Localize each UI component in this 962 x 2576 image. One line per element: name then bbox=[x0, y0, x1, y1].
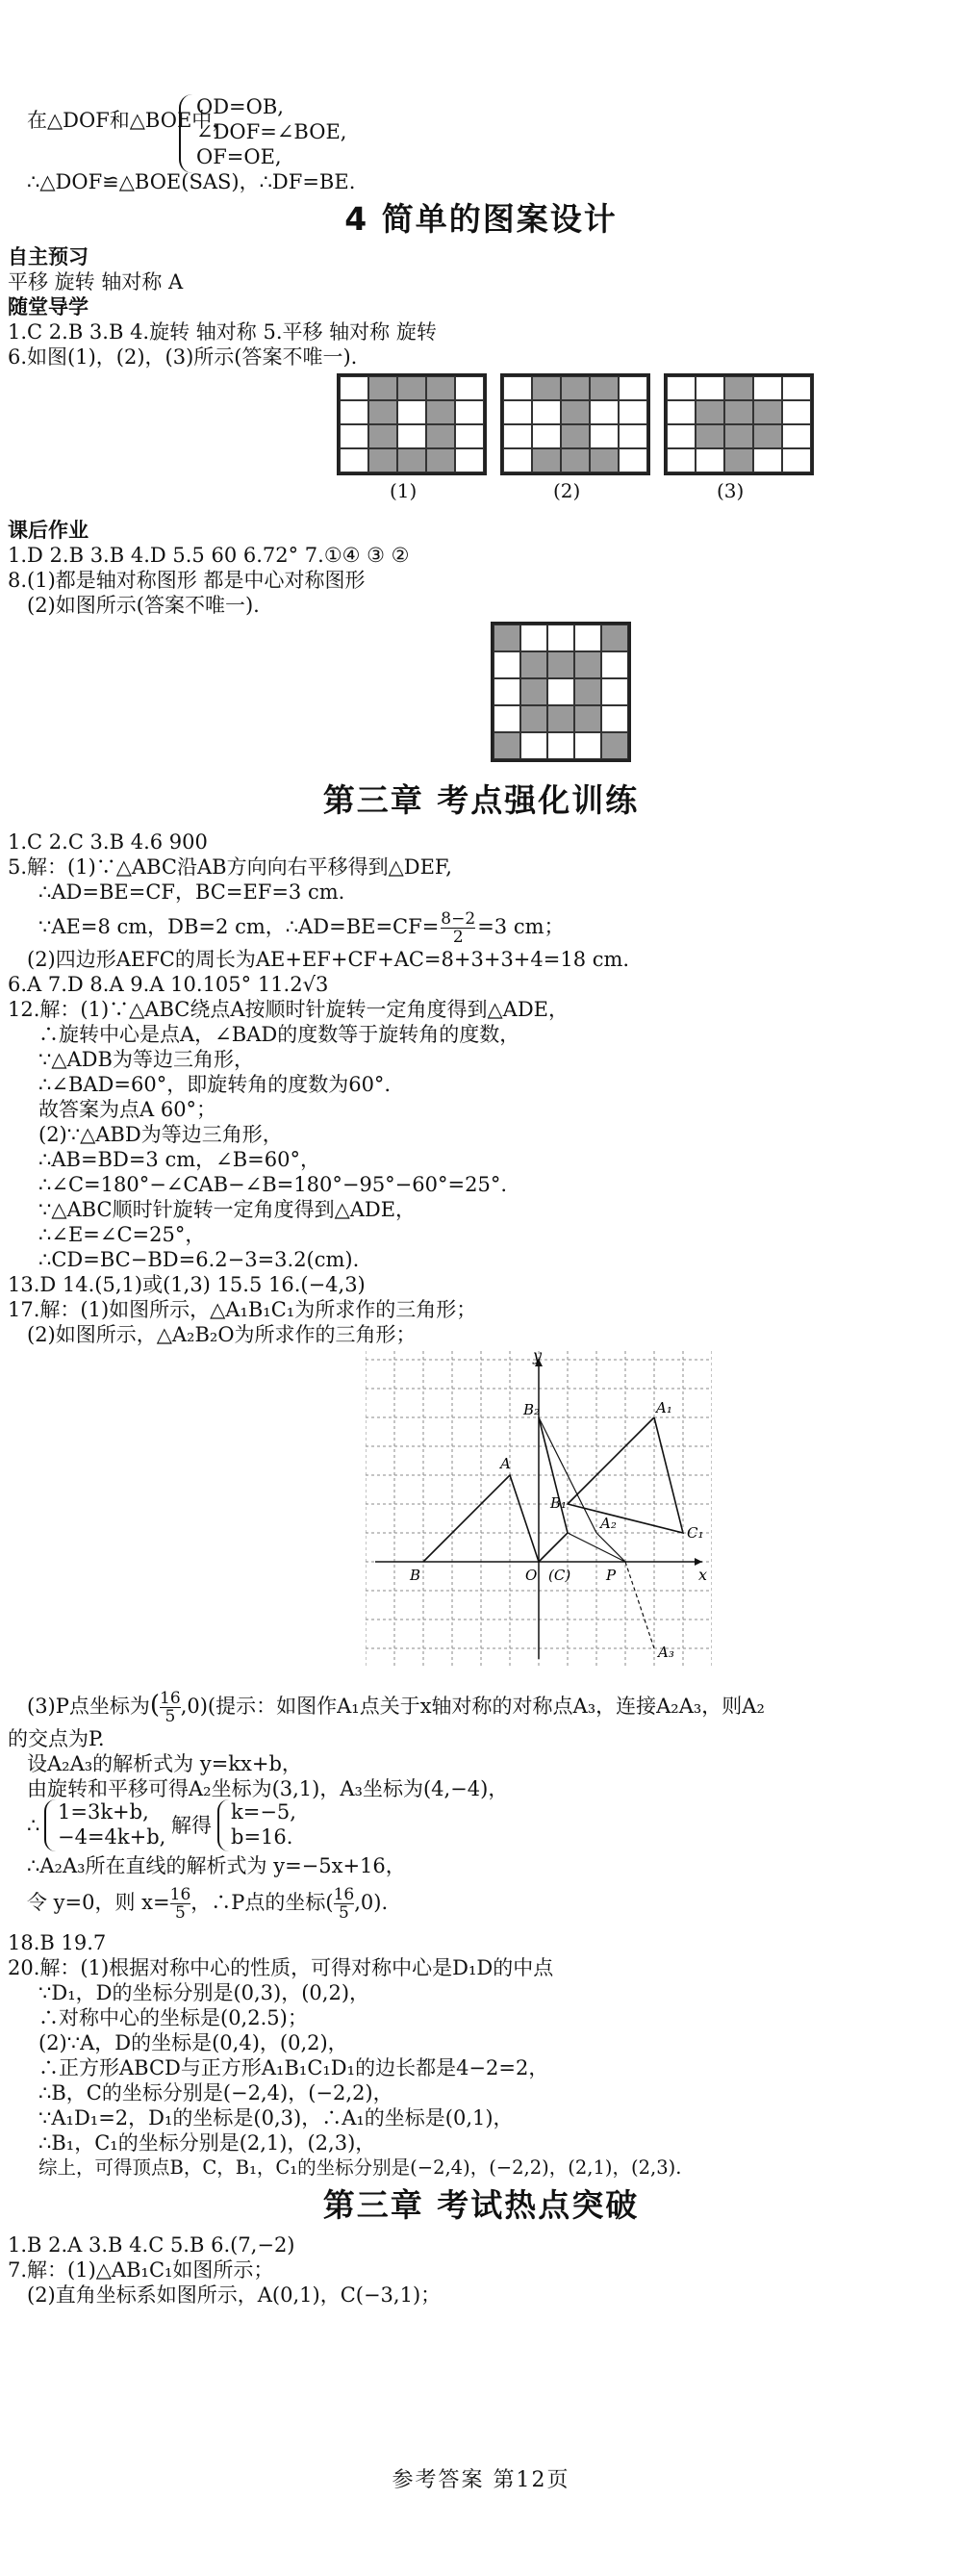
answer-line: ∴B₁，C₁的坐标分别是(2,1)，(2,3)， bbox=[38, 2131, 376, 2155]
grid-cell bbox=[601, 678, 628, 705]
grid-cell bbox=[782, 376, 811, 400]
hw-answer-1: 1.D 2.B 3.B 4.D 5.5 60 6.72° 7.①④ ③ ② bbox=[8, 544, 410, 567]
grid-cell bbox=[590, 400, 619, 424]
grid-cell bbox=[503, 400, 532, 424]
grid-cell bbox=[532, 400, 561, 424]
answer-line: 7.解：(1)△AB₁C₁如图所示； bbox=[8, 2258, 274, 2282]
grid-cell bbox=[696, 400, 724, 424]
grid-cell bbox=[520, 625, 547, 651]
grid-cell bbox=[426, 376, 455, 400]
coordinate-graph bbox=[366, 1351, 712, 1669]
grid-cell bbox=[455, 424, 484, 448]
grid-cell bbox=[520, 651, 547, 678]
grid-cell bbox=[340, 376, 368, 400]
section-title: 4 简单的图案设计 bbox=[344, 200, 618, 238]
grid-cell bbox=[547, 678, 574, 705]
answer-line: (2)∵△ABD为等边三角形， bbox=[38, 1123, 283, 1146]
label-a: A bbox=[500, 1455, 511, 1472]
grid-cell bbox=[426, 400, 455, 424]
grid-cell bbox=[667, 376, 696, 400]
grid-cell bbox=[494, 651, 520, 678]
class-answer-1: 1.C 2.B 3.B 4.旋转 轴对称 5.平移 轴对称 旋转 bbox=[8, 320, 437, 344]
pattern-grid-4 bbox=[491, 622, 631, 762]
answer-line: 13.D 14.(5,1)或(1,3) 15.5 16.(−4,3) bbox=[8, 1273, 366, 1296]
grid-cell bbox=[494, 625, 520, 651]
grid-cell bbox=[667, 400, 696, 424]
answer-line: ∵D₁，D的坐标分别是(0,3)，(0,2)， bbox=[38, 1981, 370, 2004]
proof-sys-line2: ∠DOF=∠BOE, bbox=[196, 120, 347, 143]
grid-cell bbox=[782, 424, 811, 448]
label-b2: B₂ bbox=[523, 1401, 541, 1418]
pattern-grid-3 bbox=[664, 373, 814, 475]
grid-cell bbox=[426, 448, 455, 472]
answer-line: ∴旋转中心是点A，∠BAD的度数等于旋转角的度数， bbox=[38, 1023, 520, 1046]
grid-cell bbox=[619, 376, 647, 400]
section-label-class: 随堂导学 bbox=[8, 295, 89, 319]
grid-cell bbox=[753, 448, 782, 472]
grid-cell bbox=[547, 625, 574, 651]
brace bbox=[44, 1799, 58, 1851]
grid-cell bbox=[340, 400, 368, 424]
proof-sys-line3: OF=OE, bbox=[196, 145, 282, 168]
answer-line: 1.B 2.A 3.B 4.C 5.B 6.(7,−2) bbox=[8, 2233, 295, 2257]
answer-line: 5.解：(1)∵△ABC沿AB方向向右平移得到△DEF, bbox=[8, 855, 452, 879]
grid-cell bbox=[619, 448, 647, 472]
answer-line: ∴对称中心的坐标是(0,2.5)； bbox=[38, 2006, 308, 2029]
pattern-grid-2 bbox=[500, 373, 650, 475]
answer-line: ∴正方形ABCD与正方形A₁B₁C₁D₁的边长都是4−2=2， bbox=[38, 2056, 549, 2079]
section-label-preview: 自主预习 bbox=[8, 245, 89, 268]
label-a1: A₁ bbox=[656, 1399, 672, 1416]
grid-cell bbox=[561, 448, 590, 472]
caption-3: (3) bbox=[717, 479, 745, 502]
grid-cell bbox=[532, 448, 561, 472]
grid-cell bbox=[494, 732, 520, 759]
grid-cell bbox=[574, 651, 601, 678]
therefore-symbol: ∴ bbox=[27, 1814, 40, 1837]
caption-1: (1) bbox=[390, 479, 418, 502]
answer-line: ∴A₂A₃所在直线的解析式为 y=−5x+16， bbox=[27, 1854, 406, 1877]
label-b1: B₁ bbox=[550, 1494, 568, 1512]
answer-line: (2)如图所示，△A₂B₂O为所求作的三角形； bbox=[27, 1323, 417, 1346]
grid-cell bbox=[455, 400, 484, 424]
proof-conclusion: ∴△DOF≌△BOE(SAS)，∴DF=BE. bbox=[27, 170, 356, 193]
grid-cell bbox=[547, 651, 574, 678]
answer-line: ∴CD=BC−BD=6.2−3=3.2(cm). bbox=[38, 1248, 360, 1271]
grid-cell bbox=[696, 424, 724, 448]
grid-cell bbox=[455, 376, 484, 400]
equation: k=−5, bbox=[231, 1800, 296, 1824]
answer-line: 综上，可得顶点B，C，B₁，C₁的坐标分别是(−2,4)，(−2,2)，(2,1)，(2,3). bbox=[38, 2156, 682, 2179]
grid-cell bbox=[340, 424, 368, 448]
answer-line-x: 令 y=0，则 x= $\frac{16}{5}$ ，∴P点的坐标( $\frac{16}{5}$ ,0). bbox=[27, 1885, 389, 1923]
label-a2: A₂ bbox=[600, 1515, 617, 1532]
grid-cell bbox=[574, 678, 601, 705]
grid-cell bbox=[503, 424, 532, 448]
label-p: P bbox=[606, 1567, 617, 1584]
answer-line: ∵△ABC顺时针旋转一定角度得到△ADE， bbox=[38, 1198, 417, 1221]
label-b: B bbox=[410, 1567, 421, 1584]
answer-line: ∴∠E=∠C=25°， bbox=[38, 1223, 206, 1246]
triangle-a2b2o bbox=[539, 1417, 568, 1562]
grid-cell bbox=[782, 448, 811, 472]
answer-line: ∵△ADB为等边三角形， bbox=[38, 1048, 254, 1071]
grid-cell bbox=[753, 376, 782, 400]
grid-cell bbox=[397, 400, 426, 424]
grid-cell bbox=[503, 376, 532, 400]
answer-line: ∴AD=BE=CF，BC=EF=3 cm. bbox=[38, 880, 345, 904]
proof-sys-line1: OD=OB, bbox=[196, 95, 284, 118]
grid-cell bbox=[532, 424, 561, 448]
label-o: O bbox=[525, 1567, 538, 1584]
answer-line: 18.B 19.7 bbox=[8, 1931, 107, 1954]
answer-line: ∴B，C的坐标分别是(−2,4)，(−2,2)， bbox=[38, 2081, 393, 2104]
label-x: x bbox=[698, 1566, 708, 1584]
answer-line: ∴∠C=180°−∠CAB−∠B=180°−95°−60°=25°. bbox=[38, 1173, 507, 1196]
answer-line: 12.解：(1)∵△ABC绕点A按顺时针旋转一定角度得到△ADE， bbox=[8, 998, 569, 1021]
answer-line-fraction: ∵AE=8 cm，DB=2 cm，∴AD=BE=CF= $\frac{8-2}{2}$ =3 cm； bbox=[38, 909, 565, 947]
grid-cell bbox=[753, 400, 782, 424]
grid-cell bbox=[368, 400, 397, 424]
grid-cell bbox=[619, 424, 647, 448]
grid-cell bbox=[494, 705, 520, 732]
grid-cell bbox=[494, 678, 520, 705]
answer-line: ∴AB=BD=3 cm，∠B=60°， bbox=[38, 1148, 320, 1171]
grid-cell bbox=[590, 424, 619, 448]
grid-cell bbox=[696, 376, 724, 400]
grid-cell bbox=[667, 448, 696, 472]
answer-line: 的交点为P. bbox=[8, 1727, 105, 1750]
grid-cell bbox=[601, 705, 628, 732]
grid-cell bbox=[368, 448, 397, 472]
grid-cell bbox=[397, 424, 426, 448]
answer-line: ∴∠BAD=60°，即旋转角的度数为60°. bbox=[38, 1073, 392, 1096]
answer-line: ∵A₁D₁=2，D₁的坐标是(0,3)，∴A₁的坐标是(0,1)， bbox=[38, 2106, 514, 2130]
answer-line: 1.C 2.C 3.B 4.6 900 bbox=[8, 830, 208, 854]
grid-cell bbox=[520, 732, 547, 759]
answer-line: (2)四边形AEFC的周长为AE+EF+CF+AC=8+3+3+4=18 cm. bbox=[27, 948, 630, 971]
grid-cell bbox=[426, 424, 455, 448]
grid-cell bbox=[561, 424, 590, 448]
grid-cell bbox=[601, 625, 628, 651]
grid-cell bbox=[340, 448, 368, 472]
answer-line: (2)∵A，D的坐标是(0,4)，(0,2)， bbox=[38, 2031, 348, 2054]
grid-cell bbox=[724, 400, 753, 424]
caption-2: (2) bbox=[553, 479, 581, 502]
grid-cell bbox=[532, 376, 561, 400]
grid-cell bbox=[503, 448, 532, 472]
grid-cell bbox=[520, 705, 547, 732]
grid-cell bbox=[601, 732, 628, 759]
grid-cell bbox=[724, 424, 753, 448]
pattern-grid-1 bbox=[337, 373, 487, 475]
equation: −4=4k+b, bbox=[58, 1825, 166, 1849]
grid-cell bbox=[753, 424, 782, 448]
equation: 1=3k+b, bbox=[58, 1800, 149, 1824]
page-footer: 参考答案 第12页 bbox=[392, 2468, 570, 2492]
grid-cell bbox=[561, 376, 590, 400]
label-c1: C₁ bbox=[687, 1524, 704, 1542]
answer-line: 17.解：(1)如图所示，△A₁B₁C₁为所求作的三角形； bbox=[8, 1298, 477, 1321]
solve-label: 解得 bbox=[171, 1814, 212, 1837]
grid-cell bbox=[455, 448, 484, 472]
grid-cell bbox=[724, 448, 753, 472]
label-c: (C) bbox=[548, 1567, 571, 1584]
grid-cell bbox=[619, 400, 647, 424]
answer-line-p: (3)P点坐标为( $\frac{16}{5}$ ,0)(提示：如图作A₁点关于x轴对称的对称点A₃，连接A₂A₃，则A₂ bbox=[27, 1689, 765, 1726]
grid-cell bbox=[601, 651, 628, 678]
answer-line: 6.A 7.D 8.A 9.A 10.105° 11.2√3 bbox=[8, 973, 329, 996]
answer-line: 故答案为点A 60°； bbox=[38, 1098, 217, 1121]
hw-answer-2: 8.(1)都是轴对称图形 都是中心对称图形 bbox=[8, 569, 366, 592]
grid-cell bbox=[368, 424, 397, 448]
answer-line: (2)直角坐标系如图所示，A(0,1)，C(−3,1)； bbox=[27, 2283, 442, 2307]
grid-cell bbox=[590, 448, 619, 472]
grid-cell bbox=[368, 376, 397, 400]
grid-cell bbox=[574, 625, 601, 651]
brace bbox=[217, 1799, 231, 1851]
grid-cell bbox=[520, 678, 547, 705]
grid-cell bbox=[667, 424, 696, 448]
label-a3: A₃ bbox=[658, 1644, 674, 1661]
grid-cell bbox=[782, 400, 811, 424]
grid-cell bbox=[574, 705, 601, 732]
preview-answer: 平移 旋转 轴对称 A bbox=[8, 270, 184, 293]
class-answer-2: 6.如图(1)，(2)，(3)所示(答案不唯一). bbox=[8, 345, 358, 369]
grid-cell bbox=[561, 400, 590, 424]
label-y: y bbox=[533, 1351, 543, 1365]
grid-cell bbox=[696, 448, 724, 472]
equation: b=16. bbox=[231, 1825, 293, 1849]
proof-sys-lead: 在△DOF和△BOE中， bbox=[27, 109, 233, 132]
chapter-hot-title: 第三章 考试热点突破 bbox=[322, 2186, 640, 2224]
grid-cell bbox=[397, 448, 426, 472]
section-label-homework: 课后作业 bbox=[8, 519, 89, 542]
answer-line: 20.解：(1)根据对称中心的性质，可得对称中心是D₁D的中点 bbox=[8, 1956, 554, 1979]
hw-answer-3: (2)如图所示(答案不唯一). bbox=[27, 594, 260, 617]
grid-cell bbox=[590, 376, 619, 400]
grid-cell bbox=[547, 705, 574, 732]
grid-cell bbox=[574, 732, 601, 759]
grid-cell bbox=[724, 376, 753, 400]
grid-cell bbox=[547, 732, 574, 759]
answer-line: 设A₂A₃的解析式为 y=kx+b， bbox=[27, 1752, 302, 1775]
chapter-training-title: 第三章 考点强化训练 bbox=[322, 781, 640, 819]
answer-line: 由旋转和平移可得A₂坐标为(3,1)，A₃坐标为(4,−4)， bbox=[27, 1777, 509, 1800]
grid-cell bbox=[397, 376, 426, 400]
brace bbox=[179, 94, 194, 173]
